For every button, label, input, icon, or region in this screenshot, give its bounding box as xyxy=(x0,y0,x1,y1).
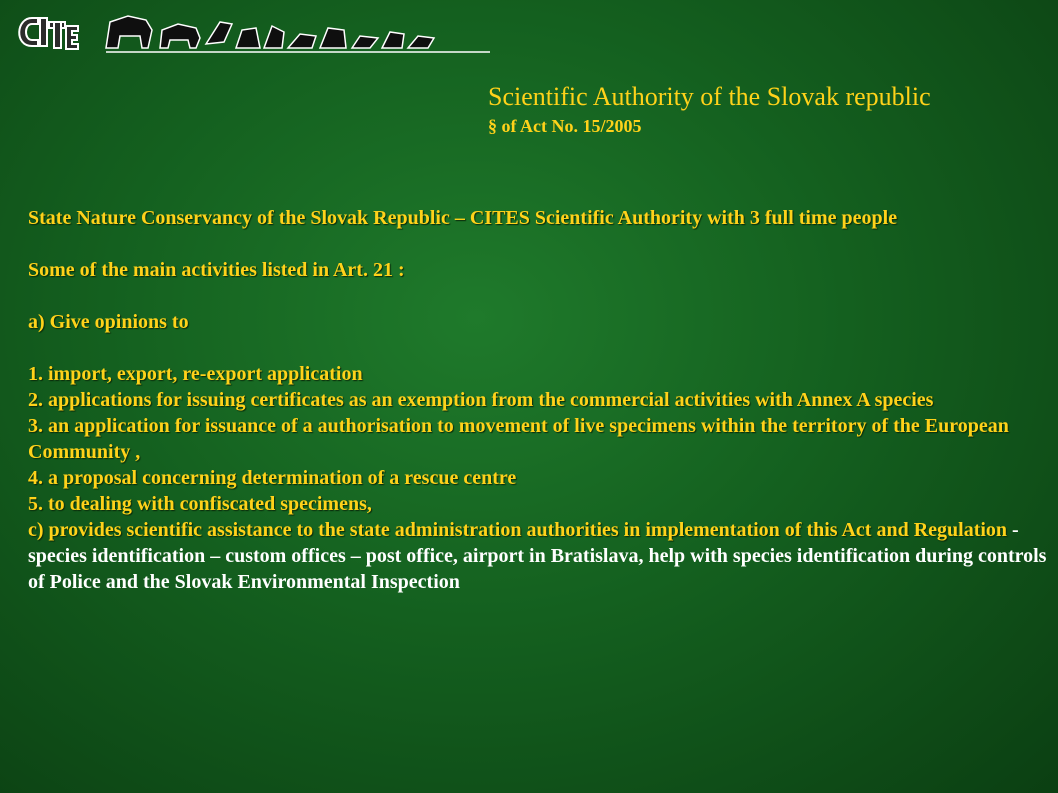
scientific-assistance-paragraph xyxy=(28,517,1050,595)
opinions-heading: a) Give opinions to xyxy=(28,311,189,333)
list-item: 1. import, export, re-export application xyxy=(28,363,363,385)
page-title: Scientific Authority of the Slovak republic xyxy=(488,82,931,111)
page-subtitle: § of Act No. 15/2005 xyxy=(488,116,642,136)
cites-logo xyxy=(10,8,490,54)
list-item: 5. to dealing with confiscated specimens, xyxy=(28,493,372,515)
cites-animal-silhouettes-icon xyxy=(10,8,490,54)
header xyxy=(488,80,1008,137)
identification-note: - species identification – custom offices – post office, airport in Bratislava, help with species identification during controls of Police and the Slovak Environmental Inspection xyxy=(28,519,1047,593)
main-content xyxy=(28,205,1050,595)
activities-heading: Some of the main activities listed in Art. 21 : xyxy=(28,259,405,281)
intro-text: State Nature Conservancy of the Slovak Republic – CITES Scientific Authority with 3 full time people xyxy=(28,207,898,229)
scientific-assistance-text: c) provides scientific assistance to the state administration authorities in implementation of this Act and Regulation xyxy=(28,519,1008,541)
list-item: 3. an application for issuance of a authorisation to movement of live specimens within the territory of the European Community , xyxy=(28,415,1009,463)
list-item: 4. a proposal concerning determination of a rescue centre xyxy=(28,467,517,489)
list-item: 2. applications for issuing certificates as an exemption from the commercial activities with Annex A species xyxy=(28,389,934,411)
